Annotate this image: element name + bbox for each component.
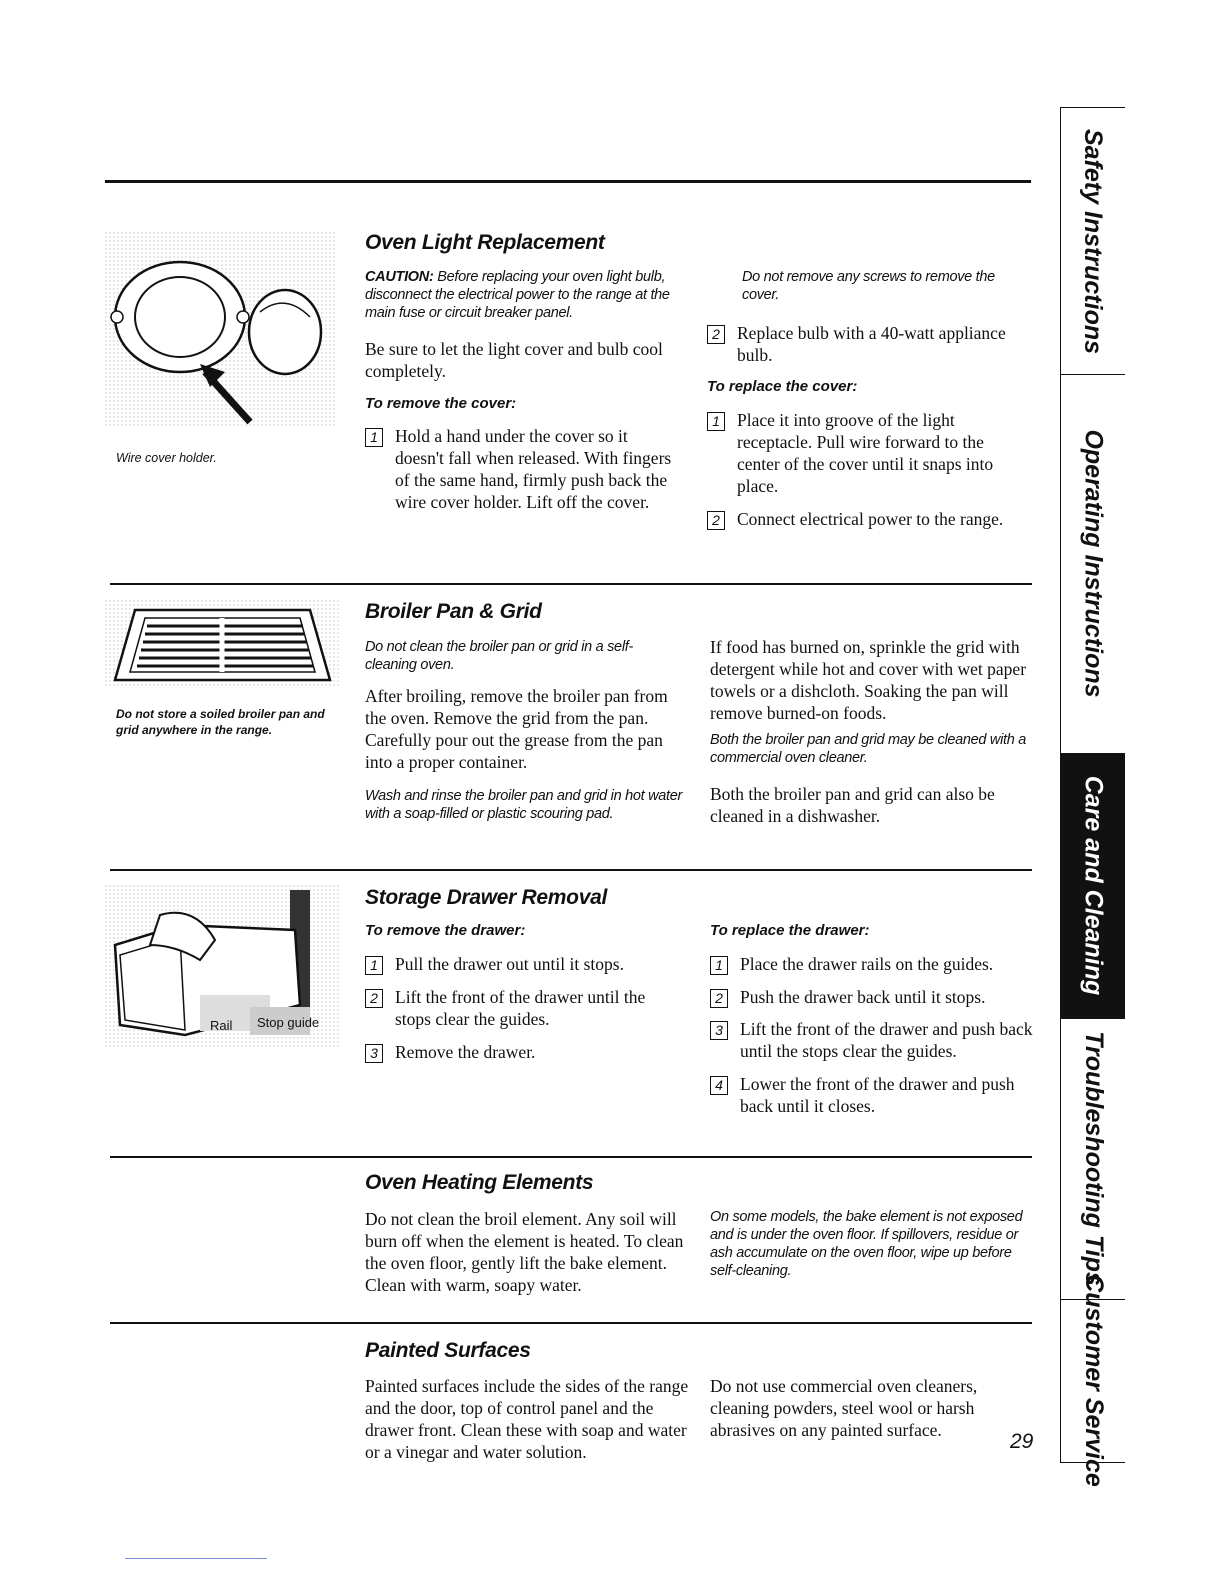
tab-troubleshooting-tips[interactable] — [1061, 1018, 1125, 1300]
heating-para: Do not clean the broil element. Any soil will burn off when the element is heated. To clean the oven floor, gently lift the bake element. Clean with warm, soapy water. — [365, 1209, 684, 1295]
step-number: 1 — [365, 956, 383, 975]
drawer-remove-title: To remove the drawer: — [365, 922, 526, 939]
tab-label: Customer Service — [1079, 1274, 1108, 1487]
step-number: 2 — [365, 989, 383, 1008]
step-text: Lift the front of the drawer and push back until the stops clear the guides. — [740, 1019, 1033, 1061]
drawer-replace-step-1 — [710, 953, 1040, 975]
drawer-title: Storage Drawer Removal — [365, 886, 607, 909]
tab-care-and-cleaning[interactable] — [1061, 753, 1125, 1019]
tab-safety-instructions[interactable] — [1061, 108, 1125, 375]
step-number: 3 — [365, 1044, 383, 1063]
step-number: 4 — [710, 1076, 728, 1095]
step-text: Connect electrical power to the range. — [737, 509, 1004, 529]
light-intro: Be sure to let the light cover and bulb cool completely. — [365, 339, 663, 381]
step-number: 1 — [710, 956, 728, 975]
footer-line — [125, 1558, 267, 1559]
broiler-note-1: Do not clean the broiler pan or grid in a self-cleaning oven. — [365, 639, 633, 673]
drawer-replace-title: To replace the drawer: — [710, 922, 870, 939]
broiler-figure-caption: Do not store a soiled broiler pan and grid anywhere in the range. — [116, 707, 325, 737]
broiler-pan-illustration — [105, 600, 340, 690]
step-number: 2 — [707, 325, 725, 344]
tab-label: Operating Instructions — [1079, 429, 1108, 698]
step-text: Hold a hand under the cover so it doesn't fall when released. With fingers of the same hand, firmly push back the wire cover holder. Lift off the cover. — [395, 426, 672, 512]
drawer-remove-step-2 — [365, 986, 685, 1030]
drawer-remove-step-1 — [365, 953, 685, 975]
section-rule — [110, 1322, 1032, 1324]
step-text: Pull the drawer out until it stops. — [395, 954, 624, 974]
step-text: Lower the front of the drawer and push back until it closes. — [740, 1074, 1015, 1116]
broiler-para-2: If food has burned on, sprinkle the grid with detergent while hot and cover with wet paper towels or a dishcloth. Soaking the pan will remove burned-on foods. — [710, 637, 1027, 723]
drawer-remove-step-3 — [365, 1041, 685, 1063]
rail-label: Rail — [210, 1018, 233, 1033]
step-number: 3 — [710, 1021, 728, 1040]
section-rule — [110, 869, 1032, 871]
drawer-replace-step-4 — [710, 1073, 1040, 1117]
caution-label: CAUTION: — [365, 269, 434, 285]
painted-para-2: Do not use commercial oven cleaners, cleaning powders, steel wool or harsh abrasives on any painted surface. — [710, 1376, 978, 1440]
light-title: Oven Light Replacement — [365, 231, 605, 254]
painted-title: Painted Surfaces — [365, 1339, 531, 1362]
painted-para-1: Painted surfaces include the sides of the range and the door, top of control panel and the drawer front. Clean these with soap and water or a vinegar and water solution. — [365, 1376, 689, 1462]
broiler-title: Broiler Pan & Grid — [365, 600, 542, 623]
section-tabs — [1060, 107, 1125, 1487]
light-remove-title: To remove the cover: — [365, 395, 517, 412]
heating-title: Oven Heating Elements — [365, 1171, 594, 1194]
step-number: 2 — [710, 989, 728, 1008]
light-step-2 — [707, 322, 1007, 366]
step-text: Remove the drawer. — [395, 1042, 536, 1062]
section-rule — [110, 583, 1032, 585]
storage-drawer-illustration — [105, 885, 340, 1050]
oven-light-illustration — [105, 232, 335, 432]
broiler-note-2: Wash and rinse the broiler pan and grid in hot water with a soap-filled or plastic scouring pad. — [365, 788, 683, 822]
light-remove-step-1 — [365, 425, 675, 513]
step-text: Place the drawer rails on the guides. — [740, 954, 994, 974]
drawer-replace-step-3 — [710, 1018, 1040, 1062]
page-number: 29 — [1010, 1430, 1034, 1453]
tab-customer-service[interactable] — [1061, 1274, 1125, 1487]
step-text: Replace bulb with a 40-watt appliance bulb. — [737, 323, 1006, 365]
step-number: 2 — [707, 511, 725, 530]
light-screws-note: Do not remove any screws to remove the cover. — [742, 269, 995, 303]
light-figure-caption: Wire cover holder. — [116, 451, 217, 465]
light-caution — [365, 268, 685, 322]
broiler-note-3: Both the broiler pan and grid may be cleaned with a commercial oven cleaner. — [710, 732, 1026, 766]
light-replace-step-1 — [707, 409, 1027, 497]
light-replace-title: To replace the cover: — [707, 378, 858, 395]
broiler-para-3: Both the broiler pan and grid can also be cleaned in a dishwasher. — [710, 784, 995, 826]
step-text: Lift the front of the drawer until the stops clear the guides. — [395, 987, 646, 1029]
tab-label: Troubleshooting Tips — [1079, 1031, 1108, 1286]
broiler-para-1: After broiling, remove the broiler pan from the oven. Remove the grid from the pan. Carefully pour out the grease from the pan into a proper container. — [365, 686, 668, 772]
tab-label: Care and Cleaning — [1079, 775, 1108, 996]
section-rule — [110, 1156, 1032, 1158]
tab-label: Safety Instructions — [1079, 128, 1108, 354]
heating-note: On some models, the bake element is not exposed and is under the oven floor. If spillovers, residue or ash accumulate on the oven floor, wipe up before self-cleaning. — [710, 1209, 1023, 1279]
step-text: Place it into groove of the light receptacle. Pull wire forward to the center of the cover until it snaps into place. — [737, 410, 994, 496]
tab-operating-instructions[interactable] — [1061, 374, 1125, 754]
stop-guide-label: Stop guide — [257, 1015, 320, 1030]
top-rule — [105, 180, 1031, 183]
drawer-replace-step-2 — [710, 986, 1040, 1008]
step-text: Push the drawer back until it stops. — [740, 987, 986, 1007]
light-replace-step-2 — [707, 508, 1037, 530]
step-number: 1 — [365, 428, 383, 447]
step-number: 1 — [707, 412, 725, 431]
caution-text: Before replacing your oven light bulb, disconnect the electrical power to the range at the main fuse or circuit breaker panel. — [365, 269, 670, 321]
